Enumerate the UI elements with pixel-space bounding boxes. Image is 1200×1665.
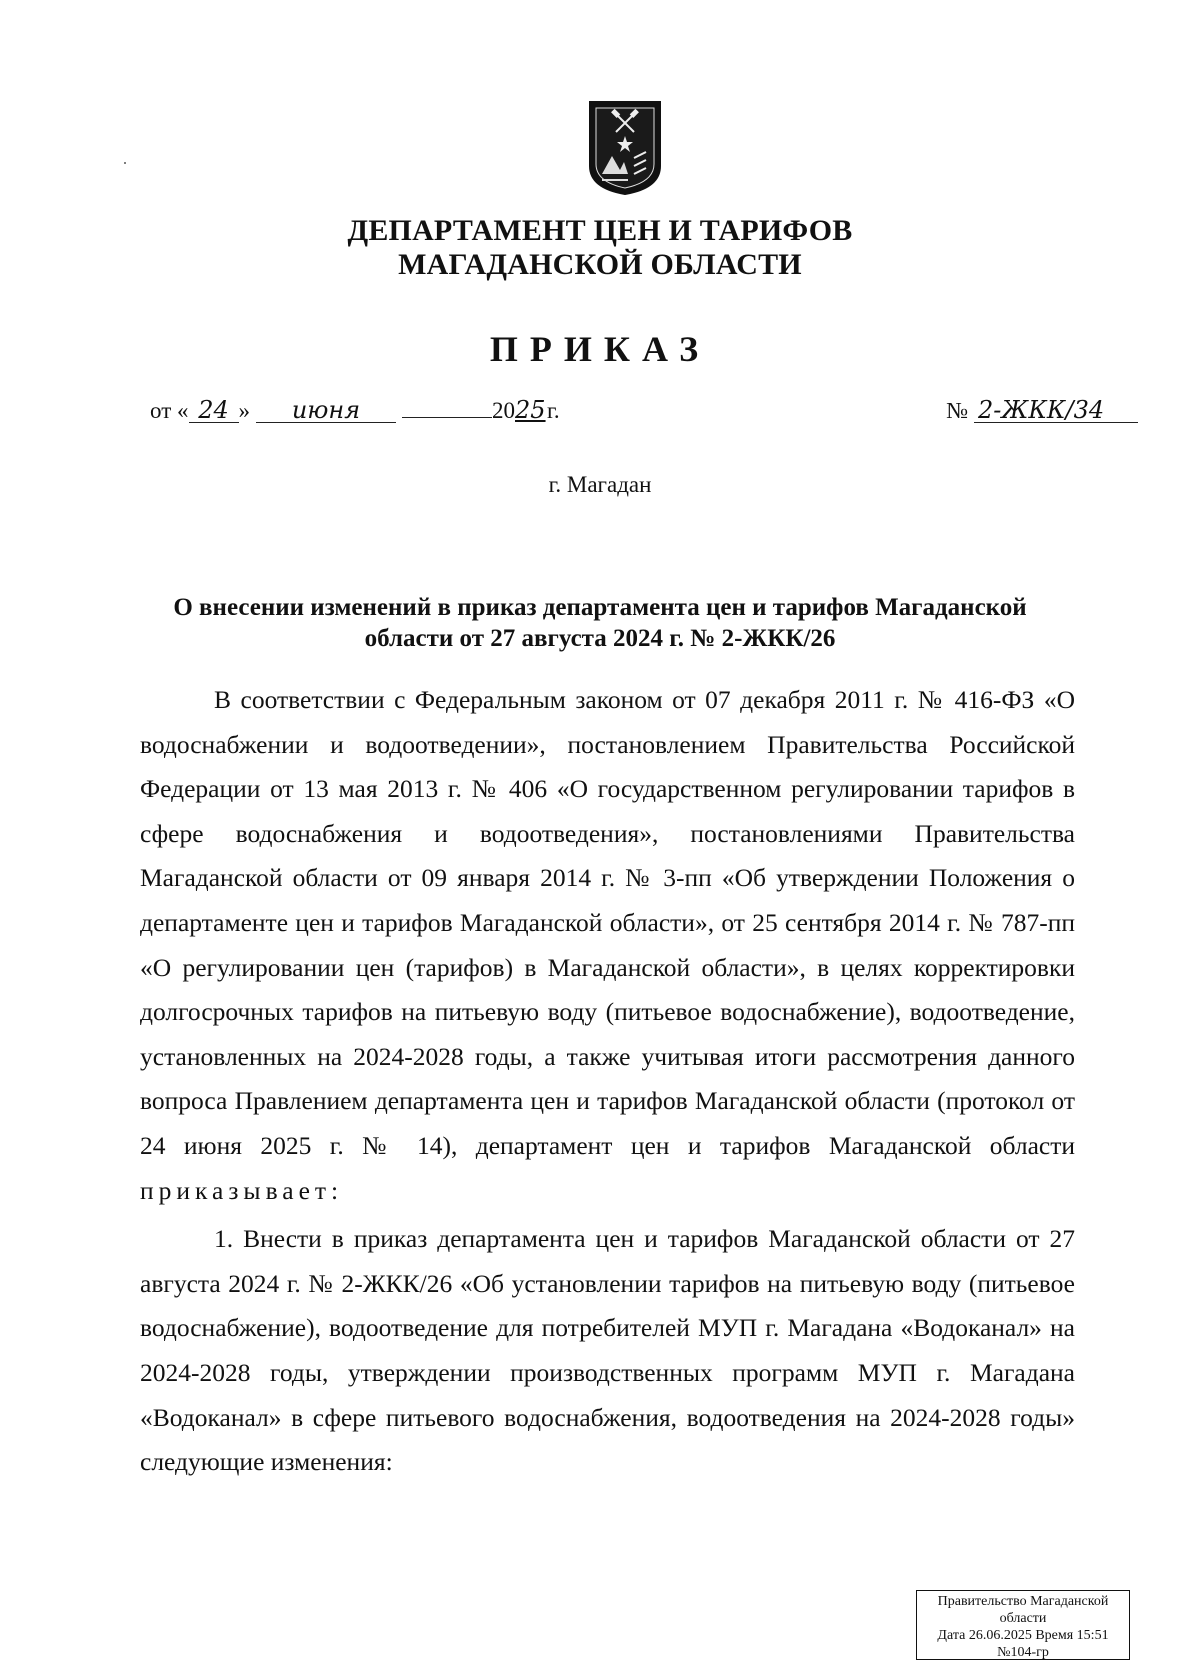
preamble-paragraph xyxy=(140,678,1075,1213)
date-day: 24 xyxy=(189,398,239,423)
coat-of-arms-icon xyxy=(588,100,662,196)
subject-line-1: О внесении изменений в приказ департамента цен и тарифов Магаданской xyxy=(173,594,1027,621)
order-date xyxy=(150,398,560,424)
preamble-text: В соответствии с Федеральным законом от 07 декабря 2011 г. № 416-ФЗ «О водоснабжении и водоотведении», постановлением Правительства Российской Федерации от 13 мая 2013 г. № 406 «О государственном регулировании тарифов в сфере водоснабжения и водоотведения», постановлениями Правительства Магаданской области от 09 января 2014 г. № 3-пп «Об утверждении Положения о департаменте цен и тарифов Магаданской области», от 25 сентября 2014 г. № 787-пп «О регулировании цен (тарифов) в Магаданской области», в целях корректировки долгосрочных тарифов на питьевую воду (питьевое водоснабжение), водоотведение, установленных на 2024-2028 годы, а также учитывая итоги рассмотрения данного вопроса Правлением департамента цен и тарифов Магаданской области (протокол от 24 июня 2025 г. № 14), департамент цен и тарифов Магаданской области xyxy=(140,685,1075,1160)
order-body xyxy=(140,678,1075,1485)
date-year-prefix: 20 xyxy=(492,398,515,423)
stamp-line-4: №104-гр xyxy=(997,1645,1049,1660)
department-title xyxy=(0,214,1200,282)
department-line-2: МАГАДАНСКОЙ ОБЛАСТИ xyxy=(398,248,802,281)
department-line-1: ДЕПАРТАМЕНТ ЦЕН И ТАРИФОВ xyxy=(347,214,853,247)
date-prefix: от « xyxy=(150,398,189,423)
scan-speck xyxy=(124,162,126,164)
stamp-line-2: области xyxy=(999,1611,1047,1626)
order-number xyxy=(946,398,1138,424)
order-item-1: 1. Внести в приказ департамента цен и тарифов Магаданской области от 27 августа 2024 г. № 2-ЖКК/26 «Об установлении тарифов на питьевую воду (питьевое водоснабжение), водоотведение для потребителей МУП г. Магадана «Водоканал» на 2024-2028 годы, утверждении производственных программ МУП г. Магадана «Водоканал» в сфере питьевого водоснабжения, водоотведения на 2024-2028 годы» следующие изменения: xyxy=(140,1224,1075,1477)
city: г. Магадан xyxy=(548,472,652,497)
number-prefix: № xyxy=(946,398,969,423)
orders-word: приказывает: xyxy=(140,1175,344,1205)
stamp-line-1: Правительство Магаданской xyxy=(937,1594,1109,1609)
date-month: июня xyxy=(256,398,396,423)
date-year-suffix: 25 xyxy=(515,396,546,424)
date-separator: » xyxy=(238,398,250,423)
stamp-line-3: Дата 26.06.2025 Время 15:51 xyxy=(937,1628,1109,1643)
subject-line-2: области от 27 августа 2024 г. № 2-ЖКК/26 xyxy=(364,625,836,652)
registration-stamp xyxy=(916,1590,1130,1660)
order-subject xyxy=(120,592,1080,654)
order-title: ПРИКАЗ xyxy=(489,329,711,369)
date-suffix: г. xyxy=(547,398,560,423)
number-value: 2-ЖКК/34 xyxy=(974,398,1138,423)
